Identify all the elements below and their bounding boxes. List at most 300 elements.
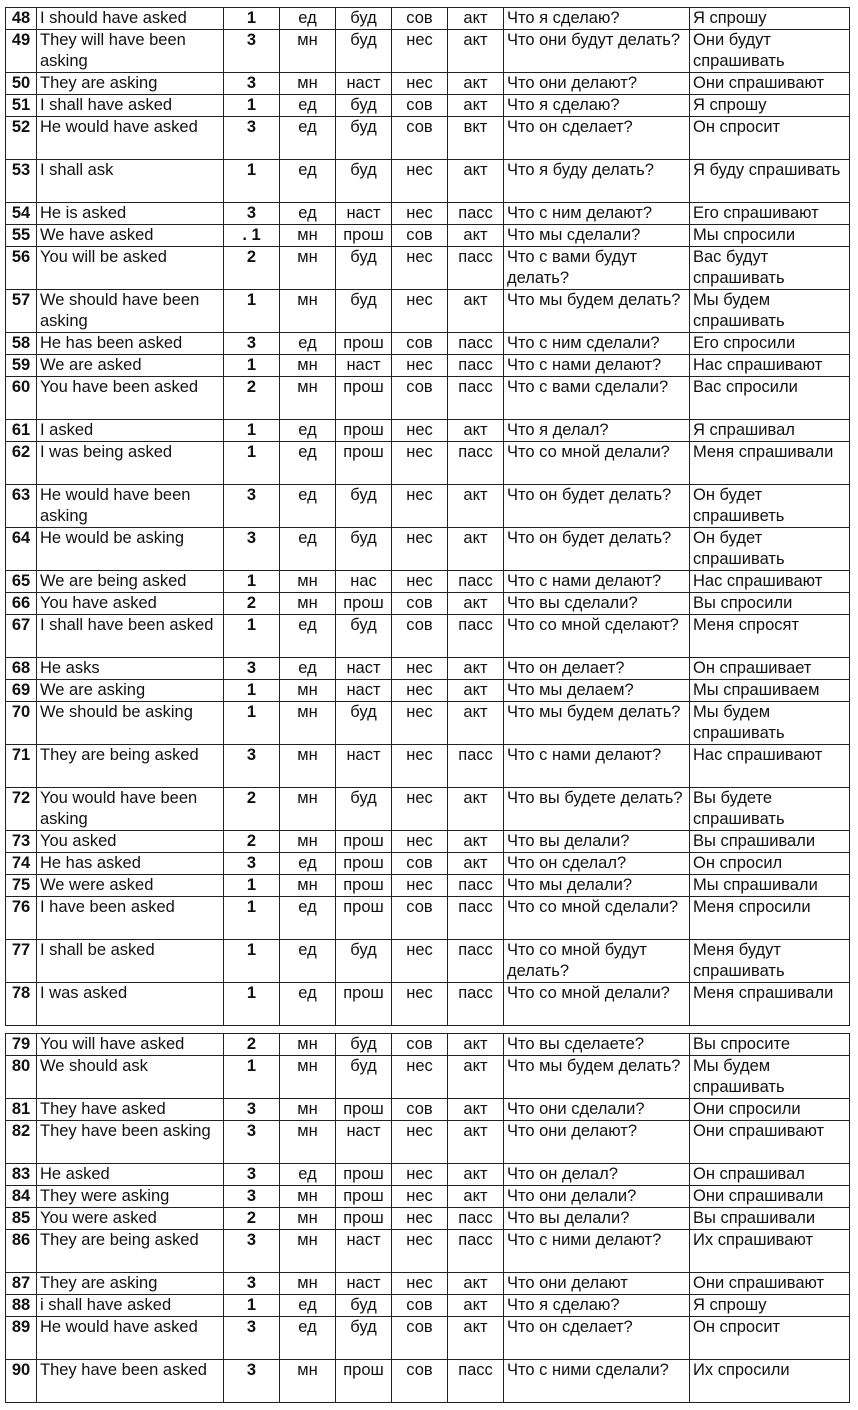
table-row: [6, 225, 850, 247]
english-phrase: You asked: [37, 831, 224, 853]
english-phrase: I have been asked: [37, 897, 224, 940]
russian-question: Что он сделал?: [504, 853, 690, 875]
russian-answer: Мы будем спрашивать: [690, 1056, 850, 1099]
person-cell: 1: [224, 897, 280, 940]
russian-answer: Меня спрашивали: [690, 442, 850, 485]
row-number: 60: [6, 377, 37, 420]
person-cell: 1: [224, 983, 280, 1026]
tense-cell: прош: [336, 1164, 392, 1186]
russian-question: Что с вами будут делать?: [504, 247, 690, 290]
table-row: [6, 30, 850, 73]
russian-answer: Вы спросите: [690, 1034, 850, 1056]
aspect-cell: нес: [392, 290, 448, 333]
table-row: [6, 528, 850, 571]
english-phrase: We have asked: [37, 225, 224, 247]
aspect-cell: сов: [392, 1360, 448, 1403]
tense-cell: наст: [336, 658, 392, 680]
voice-cell: пасс: [448, 615, 504, 658]
row-number: 55: [6, 225, 37, 247]
person-cell: 3: [224, 203, 280, 225]
russian-question: Что он будет делать?: [504, 485, 690, 528]
english-phrase: They are asking: [37, 1273, 224, 1295]
russian-answer: Мы спрашивали: [690, 875, 850, 897]
russian-question: Что с ними сделали?: [504, 1360, 690, 1403]
aspect-cell: нес: [392, 745, 448, 788]
row-number: 67: [6, 615, 37, 658]
person-cell: 3: [224, 658, 280, 680]
tense-cell: буд: [336, 8, 392, 30]
voice-cell: пасс: [448, 333, 504, 355]
aspect-cell: нес: [392, 680, 448, 702]
tense-cell: буд: [336, 528, 392, 571]
english-phrase: i shall have asked: [37, 1295, 224, 1317]
english-phrase: They have been asked: [37, 1360, 224, 1403]
english-phrase: I shall have asked: [37, 95, 224, 117]
voice-cell: акт: [448, 528, 504, 571]
person-cell: 3: [224, 1186, 280, 1208]
number-cell: мн: [280, 355, 336, 377]
table-row: [6, 377, 850, 420]
russian-question: Что со мной сделают?: [504, 615, 690, 658]
aspect-cell: нес: [392, 420, 448, 442]
russian-question: Что мы делали?: [504, 875, 690, 897]
aspect-cell: нес: [392, 1230, 448, 1273]
number-cell: мн: [280, 1056, 336, 1099]
russian-question: Что они сделали?: [504, 1099, 690, 1121]
aspect-cell: нес: [392, 30, 448, 73]
person-cell: 3: [224, 485, 280, 528]
russian-question: Что они делают?: [504, 73, 690, 95]
number-cell: мн: [280, 571, 336, 593]
person-cell: 1: [224, 680, 280, 702]
voice-cell: акт: [448, 95, 504, 117]
row-number: 62: [6, 442, 37, 485]
russian-answer: Мы спрашиваем: [690, 680, 850, 702]
russian-answer: Он спрашивал: [690, 1164, 850, 1186]
english-phrase: We were asked: [37, 875, 224, 897]
row-number: 87: [6, 1273, 37, 1295]
voice-cell: вкт: [448, 117, 504, 160]
aspect-cell: сов: [392, 95, 448, 117]
person-cell: 1: [224, 1295, 280, 1317]
english-phrase: We are being asked: [37, 571, 224, 593]
tense-cell: прош: [336, 897, 392, 940]
russian-answer: Он будет спрашивать: [690, 528, 850, 571]
tense-cell: буд: [336, 615, 392, 658]
russian-question: Что они будут делать?: [504, 30, 690, 73]
voice-cell: пасс: [448, 442, 504, 485]
russian-answer: Я спрошу: [690, 1295, 850, 1317]
tense-cell: прош: [336, 593, 392, 615]
tense-cell: буд: [336, 95, 392, 117]
person-cell: 3: [224, 117, 280, 160]
row-number: 68: [6, 658, 37, 680]
english-phrase: We are asked: [37, 355, 224, 377]
table-row: [6, 117, 850, 160]
table-row: [6, 680, 850, 702]
aspect-cell: нес: [392, 1273, 448, 1295]
row-number: 80: [6, 1056, 37, 1099]
number-cell: ед: [280, 658, 336, 680]
row-number: 53: [6, 160, 37, 203]
russian-question: Что с нами делают?: [504, 571, 690, 593]
russian-question: Что мы будем делать?: [504, 290, 690, 333]
table-row: [6, 8, 850, 30]
tense-cell: прош: [336, 442, 392, 485]
aspect-cell: сов: [392, 1099, 448, 1121]
aspect-cell: сов: [392, 117, 448, 160]
english-phrase: He would have been asking: [37, 485, 224, 528]
aspect-cell: нес: [392, 702, 448, 745]
number-cell: ед: [280, 1295, 336, 1317]
person-cell: 1: [224, 702, 280, 745]
voice-cell: акт: [448, 1186, 504, 1208]
person-cell: 1: [224, 1056, 280, 1099]
voice-cell: пасс: [448, 203, 504, 225]
person-cell: 3: [224, 745, 280, 788]
tense-cell: наст: [336, 1230, 392, 1273]
voice-cell: акт: [448, 485, 504, 528]
voice-cell: пасс: [448, 875, 504, 897]
table-row: [6, 897, 850, 940]
row-number: 75: [6, 875, 37, 897]
row-number: 90: [6, 1360, 37, 1403]
aspect-cell: сов: [392, 897, 448, 940]
aspect-cell: нес: [392, 1186, 448, 1208]
person-cell: 2: [224, 1034, 280, 1056]
russian-answer: Нас спрашивают: [690, 355, 850, 377]
russian-question: Что они делали?: [504, 1186, 690, 1208]
russian-question: Что я сделаю?: [504, 1295, 690, 1317]
aspect-cell: нес: [392, 247, 448, 290]
person-cell: 3: [224, 1360, 280, 1403]
voice-cell: акт: [448, 1121, 504, 1164]
tense-cell: наст: [336, 355, 392, 377]
russian-answer: Он спросит: [690, 117, 850, 160]
table-row: [6, 1230, 850, 1273]
aspect-cell: сов: [392, 615, 448, 658]
number-cell: мн: [280, 30, 336, 73]
russian-answer: Нас спрашивают: [690, 571, 850, 593]
english-phrase: They are asking: [37, 73, 224, 95]
russian-answer: Мы спросили: [690, 225, 850, 247]
person-cell: 3: [224, 1099, 280, 1121]
person-cell: 3: [224, 853, 280, 875]
english-phrase: They are being asked: [37, 745, 224, 788]
number-cell: ед: [280, 8, 336, 30]
table-row: [6, 73, 850, 95]
russian-question: Что он будет делать?: [504, 528, 690, 571]
number-cell: ед: [280, 897, 336, 940]
number-cell: мн: [280, 1208, 336, 1230]
person-cell: 2: [224, 831, 280, 853]
person-cell: . 1: [224, 225, 280, 247]
person-cell: 3: [224, 1164, 280, 1186]
english-phrase: You have asked: [37, 593, 224, 615]
person-cell: 1: [224, 442, 280, 485]
tense-cell: наст: [336, 203, 392, 225]
number-cell: ед: [280, 95, 336, 117]
tense-cell: буд: [336, 290, 392, 333]
table-row: [6, 1360, 850, 1403]
tense-cell: прош: [336, 333, 392, 355]
russian-question: Что он делал?: [504, 1164, 690, 1186]
russian-answer: Он спросит: [690, 1317, 850, 1360]
person-cell: 3: [224, 30, 280, 73]
russian-question: Что он делает?: [504, 658, 690, 680]
table-row: [6, 853, 850, 875]
person-cell: 2: [224, 247, 280, 290]
aspect-cell: сов: [392, 853, 448, 875]
number-cell: мн: [280, 1121, 336, 1164]
person-cell: 3: [224, 73, 280, 95]
russian-answer: Он спрашивает: [690, 658, 850, 680]
voice-cell: акт: [448, 831, 504, 853]
russian-answer: Вы спросили: [690, 593, 850, 615]
row-number: 57: [6, 290, 37, 333]
tense-cell: буд: [336, 485, 392, 528]
aspect-cell: сов: [392, 1295, 448, 1317]
person-cell: 2: [224, 593, 280, 615]
russian-question: Что вы сделали?: [504, 593, 690, 615]
aspect-cell: нес: [392, 442, 448, 485]
table-row: [6, 593, 850, 615]
russian-answer: Они спросили: [690, 1099, 850, 1121]
russian-answer: Они спрашивают: [690, 1121, 850, 1164]
russian-answer: Меня спрашивали: [690, 983, 850, 1026]
voice-cell: акт: [448, 30, 504, 73]
russian-question: Что с ним делают?: [504, 203, 690, 225]
row-number: 51: [6, 95, 37, 117]
person-cell: 1: [224, 571, 280, 593]
row-number: 82: [6, 1121, 37, 1164]
english-phrase: You will be asked: [37, 247, 224, 290]
number-cell: ед: [280, 1164, 336, 1186]
russian-question: Что он сделает?: [504, 1317, 690, 1360]
voice-cell: пасс: [448, 247, 504, 290]
english-phrase: He asks: [37, 658, 224, 680]
russian-answer: Меня спросили: [690, 897, 850, 940]
english-phrase: We should be asking: [37, 702, 224, 745]
number-cell: ед: [280, 615, 336, 658]
number-cell: мн: [280, 290, 336, 333]
russian-answer: Я спрашивал: [690, 420, 850, 442]
russian-question: Что со мной будут делать?: [504, 940, 690, 983]
table-row: [6, 160, 850, 203]
aspect-cell: нес: [392, 160, 448, 203]
english-phrase: You were asked: [37, 1208, 224, 1230]
tense-cell: буд: [336, 1034, 392, 1056]
row-number: 66: [6, 593, 37, 615]
aspect-cell: нес: [392, 875, 448, 897]
row-number: 73: [6, 831, 37, 853]
russian-answer: Их спросили: [690, 1360, 850, 1403]
person-cell: 1: [224, 875, 280, 897]
voice-cell: пасс: [448, 1208, 504, 1230]
voice-cell: пасс: [448, 897, 504, 940]
voice-cell: пасс: [448, 377, 504, 420]
number-cell: ед: [280, 1317, 336, 1360]
number-cell: ед: [280, 333, 336, 355]
tense-cell: буд: [336, 30, 392, 73]
aspect-cell: нес: [392, 485, 448, 528]
row-number: 59: [6, 355, 37, 377]
table-row: [6, 702, 850, 745]
table-row: [6, 1295, 850, 1317]
aspect-cell: сов: [392, 333, 448, 355]
tense-cell: прош: [336, 1208, 392, 1230]
voice-cell: пасс: [448, 1360, 504, 1403]
table-row: [6, 485, 850, 528]
english-phrase: They are being asked: [37, 1230, 224, 1273]
tense-cell: буд: [336, 940, 392, 983]
english-phrase: I was asked: [37, 983, 224, 1026]
russian-question: Что со мной делали?: [504, 442, 690, 485]
english-phrase: I shall have been asked: [37, 615, 224, 658]
english-phrase: You would have been asking: [37, 788, 224, 831]
russian-answer: Они спрашивали: [690, 1186, 850, 1208]
row-number: 88: [6, 1295, 37, 1317]
russian-question: Что с нами делают?: [504, 355, 690, 377]
aspect-cell: нес: [392, 1056, 448, 1099]
voice-cell: акт: [448, 73, 504, 95]
number-cell: мн: [280, 1099, 336, 1121]
verb-forms-table-part-2: [5, 1033, 850, 1403]
row-number: 52: [6, 117, 37, 160]
row-number: 64: [6, 528, 37, 571]
person-cell: 2: [224, 788, 280, 831]
aspect-cell: сов: [392, 1034, 448, 1056]
voice-cell: акт: [448, 225, 504, 247]
tense-cell: буд: [336, 160, 392, 203]
russian-question: Что с ним сделали?: [504, 333, 690, 355]
russian-answer: Я спрошу: [690, 8, 850, 30]
voice-cell: акт: [448, 853, 504, 875]
russian-answer: Меня будут спрашивать: [690, 940, 850, 983]
aspect-cell: нес: [392, 355, 448, 377]
english-phrase: I should have asked: [37, 8, 224, 30]
russian-question: Что они делают: [504, 1273, 690, 1295]
table-row: [6, 875, 850, 897]
russian-question: Что вы будете делать?: [504, 788, 690, 831]
tense-cell: буд: [336, 1056, 392, 1099]
voice-cell: пасс: [448, 983, 504, 1026]
tense-cell: нас: [336, 571, 392, 593]
english-phrase: You will have asked: [37, 1034, 224, 1056]
aspect-cell: нес: [392, 1121, 448, 1164]
number-cell: мн: [280, 1273, 336, 1295]
voice-cell: акт: [448, 420, 504, 442]
number-cell: мн: [280, 73, 336, 95]
table-row: [6, 983, 850, 1026]
number-cell: мн: [280, 702, 336, 745]
russian-answer: Вы будете спрашивать: [690, 788, 850, 831]
russian-answer: Вы спрашивали: [690, 831, 850, 853]
english-phrase: He would have asked: [37, 1317, 224, 1360]
voice-cell: акт: [448, 680, 504, 702]
table-row: [6, 1317, 850, 1360]
tense-cell: буд: [336, 117, 392, 160]
row-number: 89: [6, 1317, 37, 1360]
aspect-cell: нес: [392, 571, 448, 593]
voice-cell: пасс: [448, 571, 504, 593]
table-row: [6, 1034, 850, 1056]
voice-cell: акт: [448, 1164, 504, 1186]
aspect-cell: нес: [392, 1208, 448, 1230]
russian-answer: Вас будут спрашивать: [690, 247, 850, 290]
number-cell: мн: [280, 1186, 336, 1208]
aspect-cell: сов: [392, 225, 448, 247]
english-phrase: He has been asked: [37, 333, 224, 355]
voice-cell: акт: [448, 658, 504, 680]
english-phrase: They will have been asking: [37, 30, 224, 73]
russian-question: Что с нами делают?: [504, 745, 690, 788]
voice-cell: акт: [448, 1056, 504, 1099]
voice-cell: акт: [448, 593, 504, 615]
number-cell: ед: [280, 203, 336, 225]
table-row: [6, 1208, 850, 1230]
russian-answer: Они будут спрашивать: [690, 30, 850, 73]
aspect-cell: нес: [392, 940, 448, 983]
table-row: [6, 247, 850, 290]
person-cell: 2: [224, 1208, 280, 1230]
tense-cell: наст: [336, 745, 392, 788]
table-row: [6, 1164, 850, 1186]
russian-question: Что я буду делать?: [504, 160, 690, 203]
tense-cell: наст: [336, 73, 392, 95]
aspect-cell: сов: [392, 8, 448, 30]
row-number: 50: [6, 73, 37, 95]
russian-question: Что вы делали?: [504, 1208, 690, 1230]
table-row: [6, 788, 850, 831]
aspect-cell: нес: [392, 658, 448, 680]
russian-question: Что с вами сделали?: [504, 377, 690, 420]
row-number: 77: [6, 940, 37, 983]
table-row: [6, 1099, 850, 1121]
russian-question: Что он сделает?: [504, 117, 690, 160]
person-cell: 1: [224, 290, 280, 333]
russian-answer: Вы спрашивали: [690, 1208, 850, 1230]
number-cell: ед: [280, 420, 336, 442]
english-phrase: I shall ask: [37, 160, 224, 203]
tense-cell: прош: [336, 831, 392, 853]
russian-question: Что со мной делали?: [504, 983, 690, 1026]
tense-cell: буд: [336, 788, 392, 831]
english-phrase: He would be asking: [37, 528, 224, 571]
tense-cell: прош: [336, 1099, 392, 1121]
tense-cell: прош: [336, 875, 392, 897]
tense-cell: наст: [336, 680, 392, 702]
voice-cell: акт: [448, 160, 504, 203]
russian-question: Что я сделаю?: [504, 8, 690, 30]
russian-question: Что вы сделаете?: [504, 1034, 690, 1056]
russian-answer: Они спрашивают: [690, 73, 850, 95]
tense-cell: прош: [336, 377, 392, 420]
russian-answer: Нас спрашивают: [690, 745, 850, 788]
number-cell: мн: [280, 225, 336, 247]
english-phrase: They have been asking: [37, 1121, 224, 1164]
russian-question: Что мы сделали?: [504, 225, 690, 247]
tense-cell: наст: [336, 1273, 392, 1295]
row-number: 48: [6, 8, 37, 30]
tense-cell: наст: [336, 1121, 392, 1164]
table-row: [6, 333, 850, 355]
row-number: 69: [6, 680, 37, 702]
voice-cell: пасс: [448, 355, 504, 377]
russian-answer: Его спросили: [690, 333, 850, 355]
number-cell: ед: [280, 485, 336, 528]
russian-answer: Меня спросят: [690, 615, 850, 658]
